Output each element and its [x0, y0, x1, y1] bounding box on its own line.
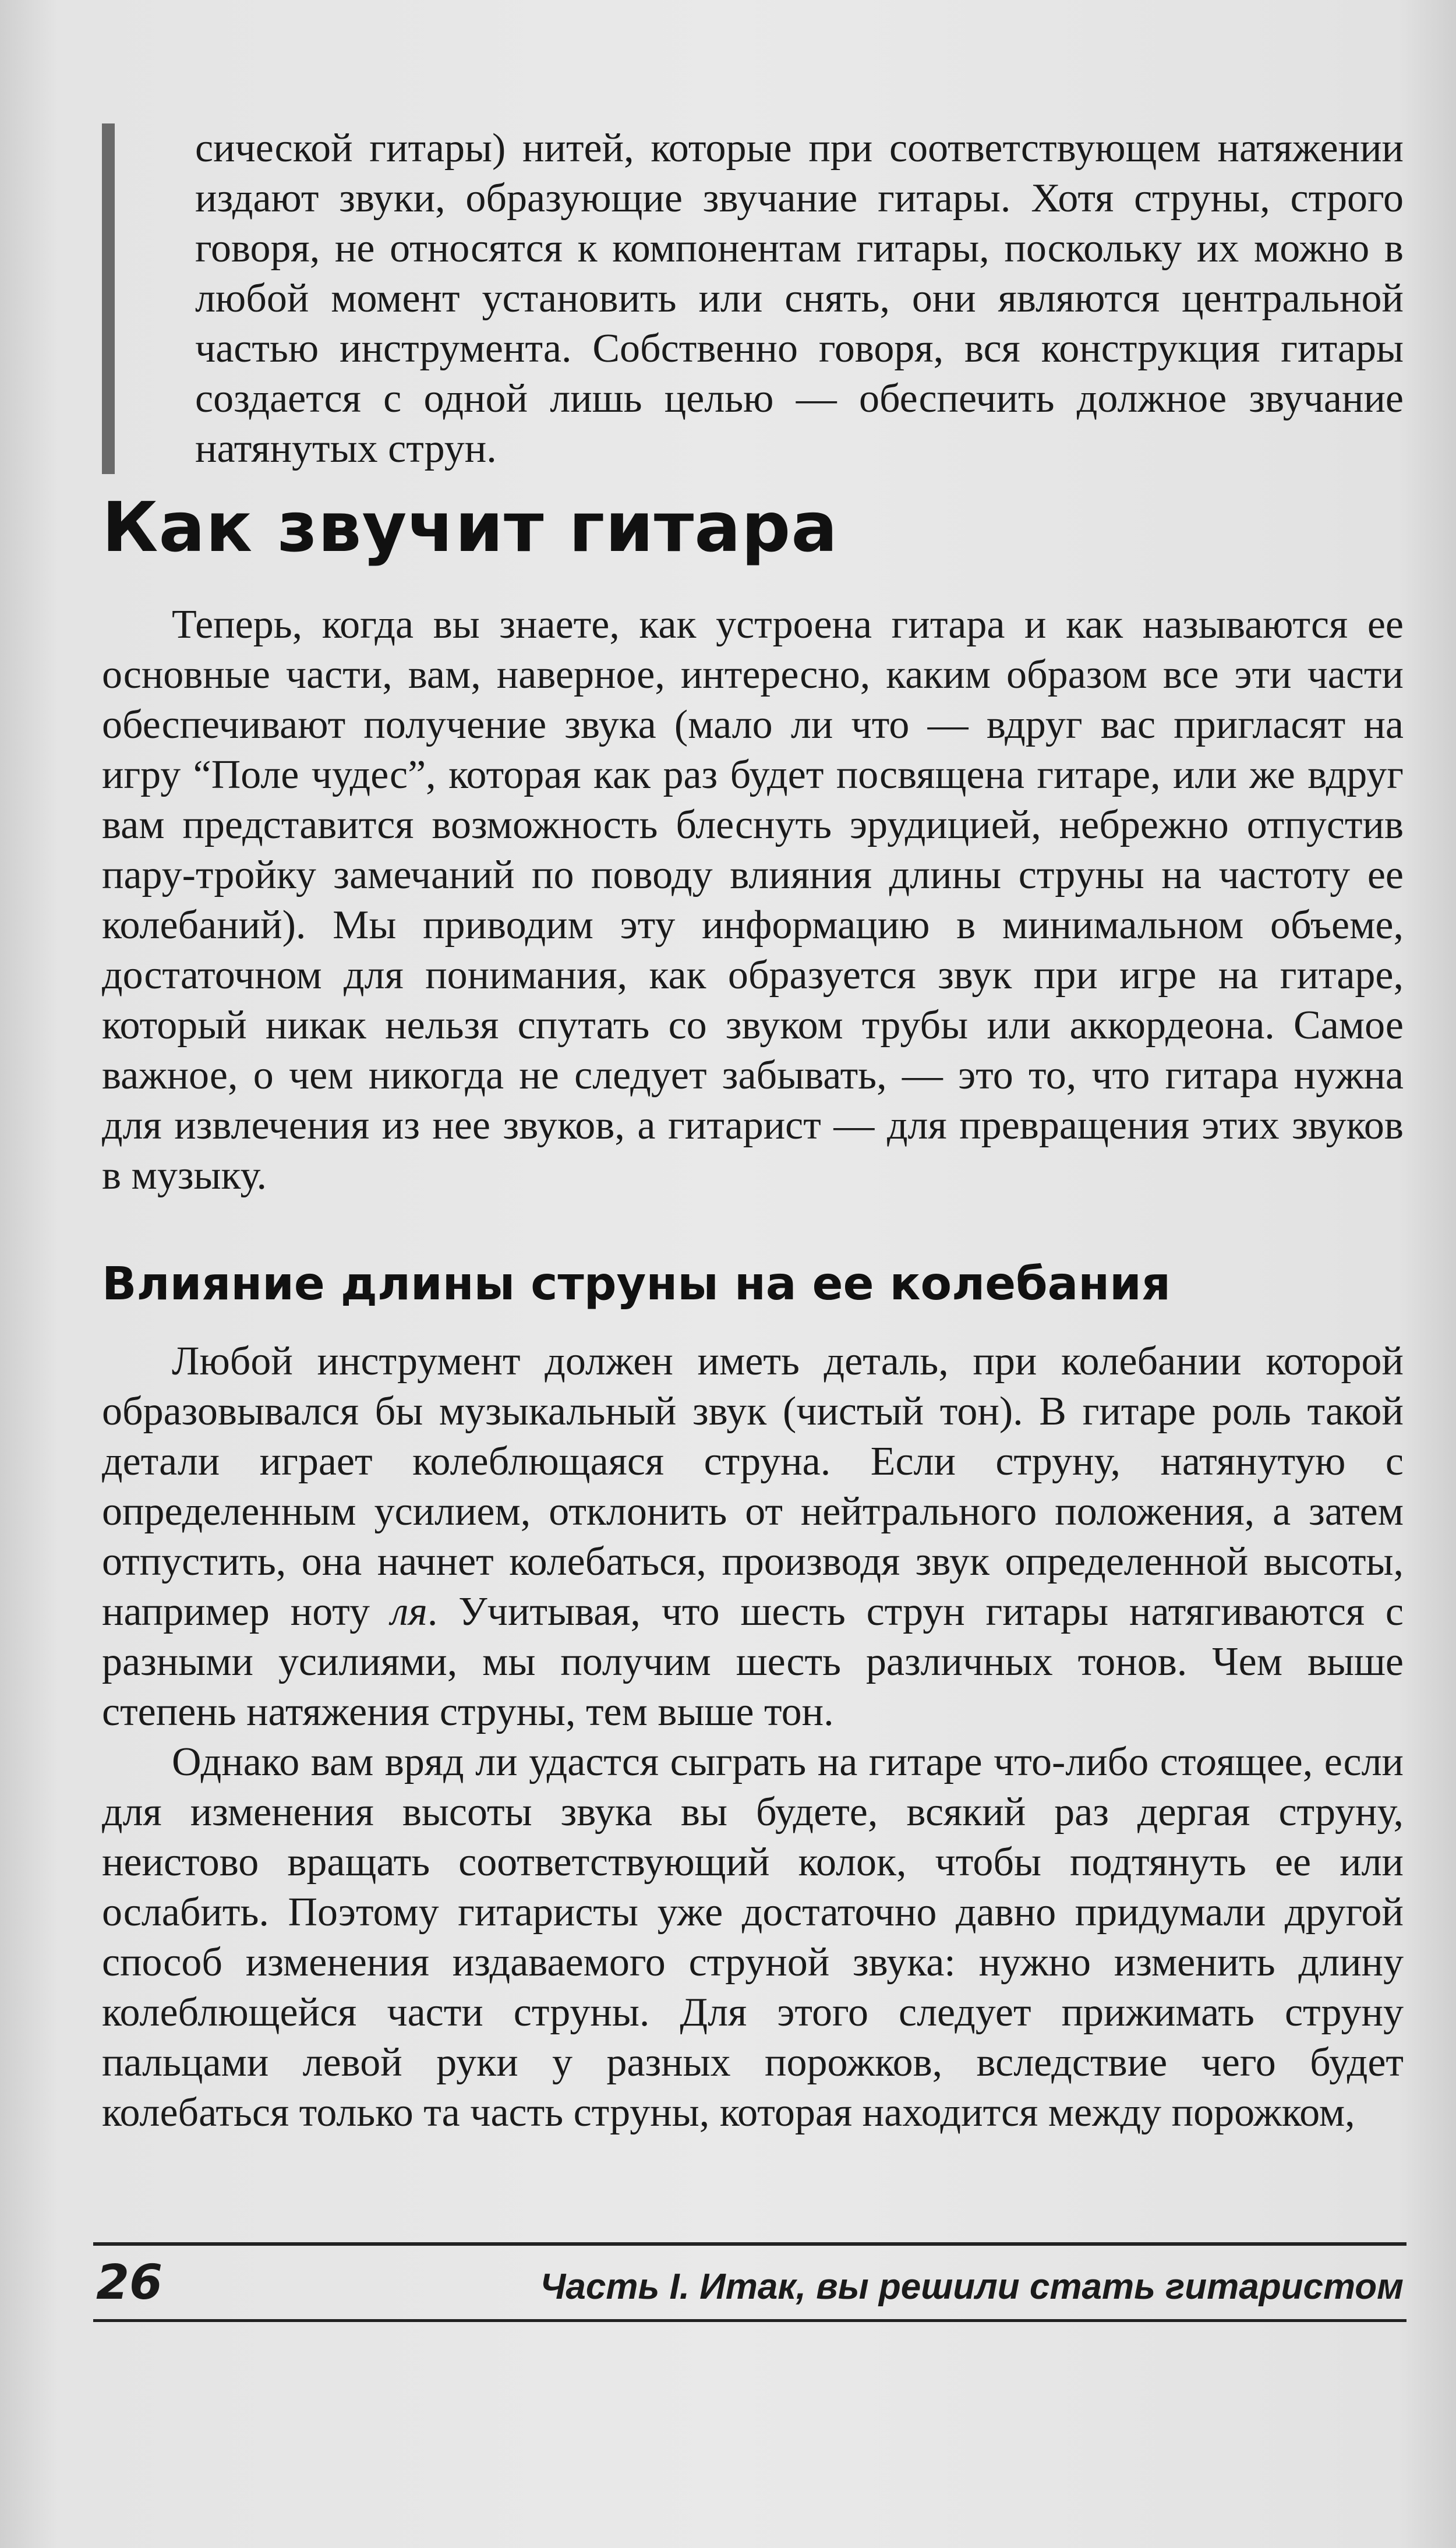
page-number: 26 [96, 2255, 163, 2310]
section-heading: Как звучит гитара [102, 487, 839, 567]
footer-rule-bottom [93, 2319, 1406, 2322]
subsection-heading: Влияние длины струны на ее колебания [102, 1258, 1171, 1310]
intro-block [102, 123, 1404, 474]
footer-rule-top [93, 2242, 1406, 2246]
paragraph-text: Однако вам вряд ли удастся сыграть на гитаре что-либо ст [172, 1740, 1196, 1784]
paragraph-text: Любой инструмент должен иметь деталь, при колебании которой образовывался бы музыкальный звук (чистый тон). В гитаре роль такой детали играет колеблющаяся струна. Если струну, натянутую с определенным усилием, отклонить от нейтрального положения, а затем отпустить, она начнет колебаться, производя звук определенной высоты, например ноту [102, 1339, 1404, 1634]
section-body [102, 600, 1404, 1201]
subsection-body [102, 1337, 1404, 2138]
stress-mark: о [1196, 1740, 1217, 1784]
running-head: Часть I. Итак, вы решили стать гитаристом [540, 2267, 1404, 2307]
note-name: ля [390, 1589, 427, 1634]
subsection-paragraph-1 [102, 1337, 1404, 1737]
paragraph-text: ящее, если для изменения высоты звука вы будете, всякий раз дергая струну, неистово вращать соответствующий колок, чтобы подтянуть ее или ослабить. Поэтому гитаристы уже достаточно давно придумали другой способ изменения издаваемого струной звука: нужно изменить длину колеблющейся части струны. Для этого следует прижимать струну пальцами левой руки у разных порожков, вследствие чего будет колебаться только та часть струны, которая находится между порожком, [102, 1740, 1404, 2135]
subsection-paragraph-2 [102, 1737, 1404, 2138]
section-paragraph: Теперь, когда вы знаете, как устроена гитара и как называются ее основные части, вам, наверное, интересно, каким образом все эти части обеспечивают получение звука (мало ли что — вдруг вас пригласят на игру “Поле чудес”, которая как раз будет посвящена гитаре, или же вдруг вам представится возможность блеснуть эрудицией, небрежно отпустив пару-тройку замечаний по поводу влияния длины струны на частоту ее колебаний). Мы приводим эту информацию в минимальном объеме, достаточном для понимания, как образуется звук при игре на гитаре, который никак нельзя спутать со звуком трубы или аккордеона. Самое важное, о чем никогда не следует забывать, — это то, что гитара нужна для извлечения из нее звуков, а гитарист — для превращения этих звуков в музыку. [102, 602, 1404, 1198]
paragraph-text: . Учитывая, что шесть струн гитары натягиваются с разными усилиями, мы получим шесть различных тонов. Чем выше степень натяжения струны, тем выше тон. [102, 1589, 1404, 1734]
intro-paragraph: сической гитары) нитей, которые при соответствующем натяжении издают звуки, образующие звучание гитары. Хотя струны, строго говоря, не относятся к компонентам гитары, поскольку их можно в любой момент установить или снять, они являются центральной частью инструмента. Собственно говоря, вся конструкция гитары создается с одной лишь целью — обеспечить должное звучание натянутых струн. [195, 126, 1404, 471]
